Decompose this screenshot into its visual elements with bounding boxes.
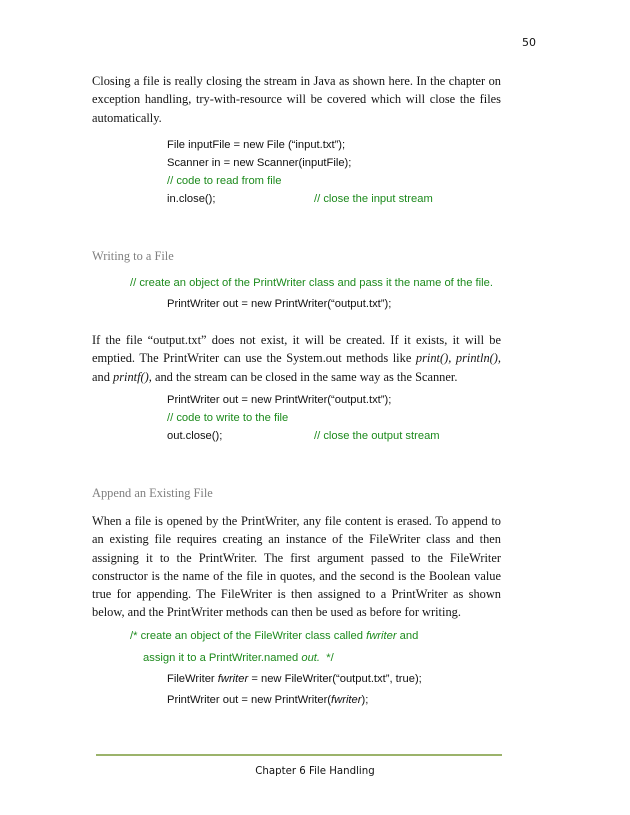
code-text: ); [361, 694, 369, 706]
page-number: 50 [522, 36, 536, 49]
comment-text: /* create an object of the FileWriter class called [130, 630, 367, 642]
method-name: print(), println(), [415, 351, 501, 366]
variable-name: fwriter [366, 630, 397, 642]
code-comment: // code to read from file [167, 175, 282, 187]
footer-rule [96, 754, 502, 756]
code-comment [130, 630, 418, 642]
section-heading-append: Append an Existing File [92, 486, 213, 500]
method-name: printf(), [113, 369, 152, 384]
code-text: PrintWriter out = new PrintWriter( [167, 694, 332, 706]
comment-text: and [396, 630, 419, 642]
paragraph-text: and [92, 369, 113, 384]
code-line: out.close(); [167, 430, 223, 442]
code-text: = new FileWriter(“output.txt”, true); [248, 673, 422, 685]
code-line: PrintWriter out = new PrintWriter(“output.txt”); [167, 298, 392, 310]
comment-text: */ [320, 652, 334, 664]
variable-name: fwriter [331, 694, 362, 706]
code-comment: // close the output stream [314, 430, 440, 442]
code-line: in.close(); [167, 193, 216, 205]
paragraph-text: If the file “output.txt” does not exist, it will be created. If it exists, it will be emptied. The PrintWriter can use the System.out methods like [92, 333, 501, 366]
code-line: File inputFile = new File (“input.txt”); [167, 139, 346, 151]
variable-name: out. [301, 652, 321, 664]
writing-paragraph [92, 331, 501, 386]
intro-paragraph: Closing a file is really closing the stream in Java as shown here. In the chapter on exception handling, try-with-resource will be covered which will close the files automatically. [92, 74, 501, 125]
code-comment: // code to write to the file [167, 412, 289, 424]
code-line: Scanner in = new Scanner(inputFile); [167, 157, 352, 169]
footer-chapter-title: Chapter 6 File Handling [255, 766, 375, 777]
code-comment: // create an object of the PrintWriter class and pass it the name of the file. [130, 277, 493, 289]
code-comment [143, 652, 334, 664]
code-line [167, 694, 368, 706]
append-paragraph: When a file is opened by the PrintWriter, any file content is erased. To append to an existing file requires creating an instance of the FileWriter class and then assigning it to the PrintWriter. The first argument passed to the FileWriter constructor is the name of the file in quotes, and the second is the Boolean value true for appending. The FileWriter is then assigned to a PrintWriter as shown below, and the PrintWriter methods can then be used as before for writing. [92, 514, 501, 620]
code-text: FileWriter [167, 673, 218, 685]
code-comment: // close the input stream [314, 193, 433, 205]
code-line: PrintWriter out = new PrintWriter(“output.txt”); [167, 394, 392, 406]
section-heading-writing: Writing to a File [92, 249, 174, 263]
variable-name: fwriter [217, 673, 249, 685]
comment-text: assign it to a PrintWriter.named [143, 652, 302, 664]
code-line [167, 673, 422, 685]
paragraph-text: and the stream can be closed in the same way as the Scanner. [151, 369, 458, 384]
